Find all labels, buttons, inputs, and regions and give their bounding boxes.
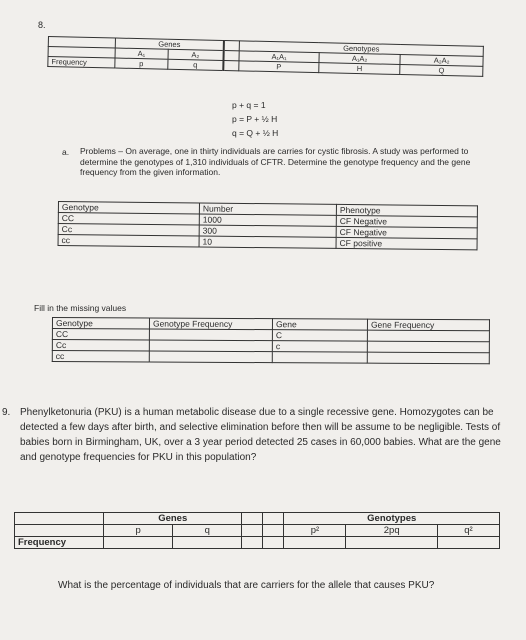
number-cell: 10 [199,236,336,248]
genotypes-header: Genotypes [284,513,500,525]
gene-cell: C [272,330,367,341]
genes-header: Genes [115,38,224,50]
fill-in-label: Fill in the missing values [34,303,127,313]
allele-symbol-p: p [115,58,168,69]
frequency-2pq-blank[interactable] [346,537,438,549]
genotype-symbol-q2: q² [437,525,499,537]
divider-cell [263,537,284,549]
genotypes-header: Genotypes [239,41,483,57]
genotype-cell: Cc [52,340,149,352]
gene-frequency-blank[interactable] [367,330,489,342]
pku-frequency-table [14,512,500,549]
question-8-number: 8. [38,20,46,30]
frequency-label: Frequency [48,57,115,69]
notation-table [47,36,484,77]
genotype-cell: cc [52,351,149,363]
gene-cell [272,352,367,363]
phenotype-cell: CF Negative [336,215,477,227]
divider-cell [242,513,263,525]
formula-1: p + q = 1 [232,100,266,110]
frequency-p2-blank[interactable] [284,537,346,549]
problem-a-text: Problems – On average, one in thirty individuals are carries for cystic fibrosis. A study was performed to determine the genotypes of 1,310 individuals of CFTR. Determine the genotype frequency and the gene frequency from the given information. [80,146,471,178]
phenotype-cell: CF Negative [336,226,477,238]
genotype-a2a2: A₂A₂ [400,55,483,67]
genotype-a1a2: A₁A₂ [319,53,401,65]
empty-cell [15,513,104,525]
genes-header: Genes [104,513,242,525]
frequency-q2-blank[interactable] [437,537,499,549]
gene-header: Gene [272,319,367,330]
genotype-frequency-blank[interactable] [149,340,272,352]
genotype-header: Genotype [58,202,199,214]
allele-a1: A₁ [115,48,168,59]
gene-frequency-blank[interactable] [367,352,489,364]
genotype-cell: Cc [58,224,199,236]
genotype-header: Genotype [52,318,149,330]
gene-cell: c [272,341,367,352]
divider-cell [242,537,263,549]
genotype-cell: cc [58,235,199,247]
carrier-percentage-question: What is the percentage of individuals that are carriers for the allele that causes PKU? [58,580,435,591]
genotype-cell: CC [52,329,149,341]
genotype-frequency-header: Genotype Frequency [149,318,272,330]
genotype-symbol-2pq: 2pq [346,525,438,537]
divider-cell [223,60,239,70]
formula-2: p = P + ½ H [232,114,278,124]
allele-symbol-q: q [167,59,223,70]
number-header: Number [199,203,336,215]
genotype-symbol-H: H [319,63,401,75]
empty-cell [15,525,104,537]
allele-symbol-q: q [173,525,242,537]
genotype-a1a1: A₁A₁ [239,51,319,63]
genotype-frequency-blank[interactable] [149,351,272,363]
genotype-frequency-blank[interactable] [149,329,272,341]
divider-cell [263,525,284,537]
number-cell: 1000 [199,214,336,226]
genotype-symbol-P: P [239,61,319,73]
gene-frequency-blank[interactable] [367,341,489,353]
phenotype-cell: CF positive [336,237,477,249]
divider-cell [242,525,263,537]
frequency-label: Frequency [15,537,104,549]
question-9-number: 9. [2,407,11,418]
genotype-cell: CC [58,213,199,225]
phenotype-header: Phenotype [336,204,477,216]
question-9-text: Phenylketonuria (PKU) is a human metabolic disease due to a single recessive gene. Homozygotes can be detected a few days after birth, and selective elimination before then will be assume to be negligible. Tests of babies born in Birmingham, UK, over a 3 year period detected 25 cases in 60,000 babies. What are the gene and genotype frequencies for PKU in this population? [20,407,501,463]
divider-cell [263,513,284,525]
formula-3: q = Q + ½ H [232,128,279,138]
gene-frequency-header: Gene Frequency [367,319,489,331]
divider-cell [224,40,240,50]
divider-cell [224,50,240,60]
problem-a-marker: a. [62,147,70,157]
number-cell: 300 [199,225,336,237]
genotype-symbol-p2: p² [284,525,346,537]
frequency-p-blank[interactable] [104,537,173,549]
genotype-symbol-Q: Q [400,64,483,76]
allele-a2: A₂ [168,49,224,60]
fill-in-table [52,317,490,364]
frequency-q-blank[interactable] [173,537,242,549]
observed-genotypes-table [58,201,478,250]
allele-symbol-p: p [104,525,173,537]
